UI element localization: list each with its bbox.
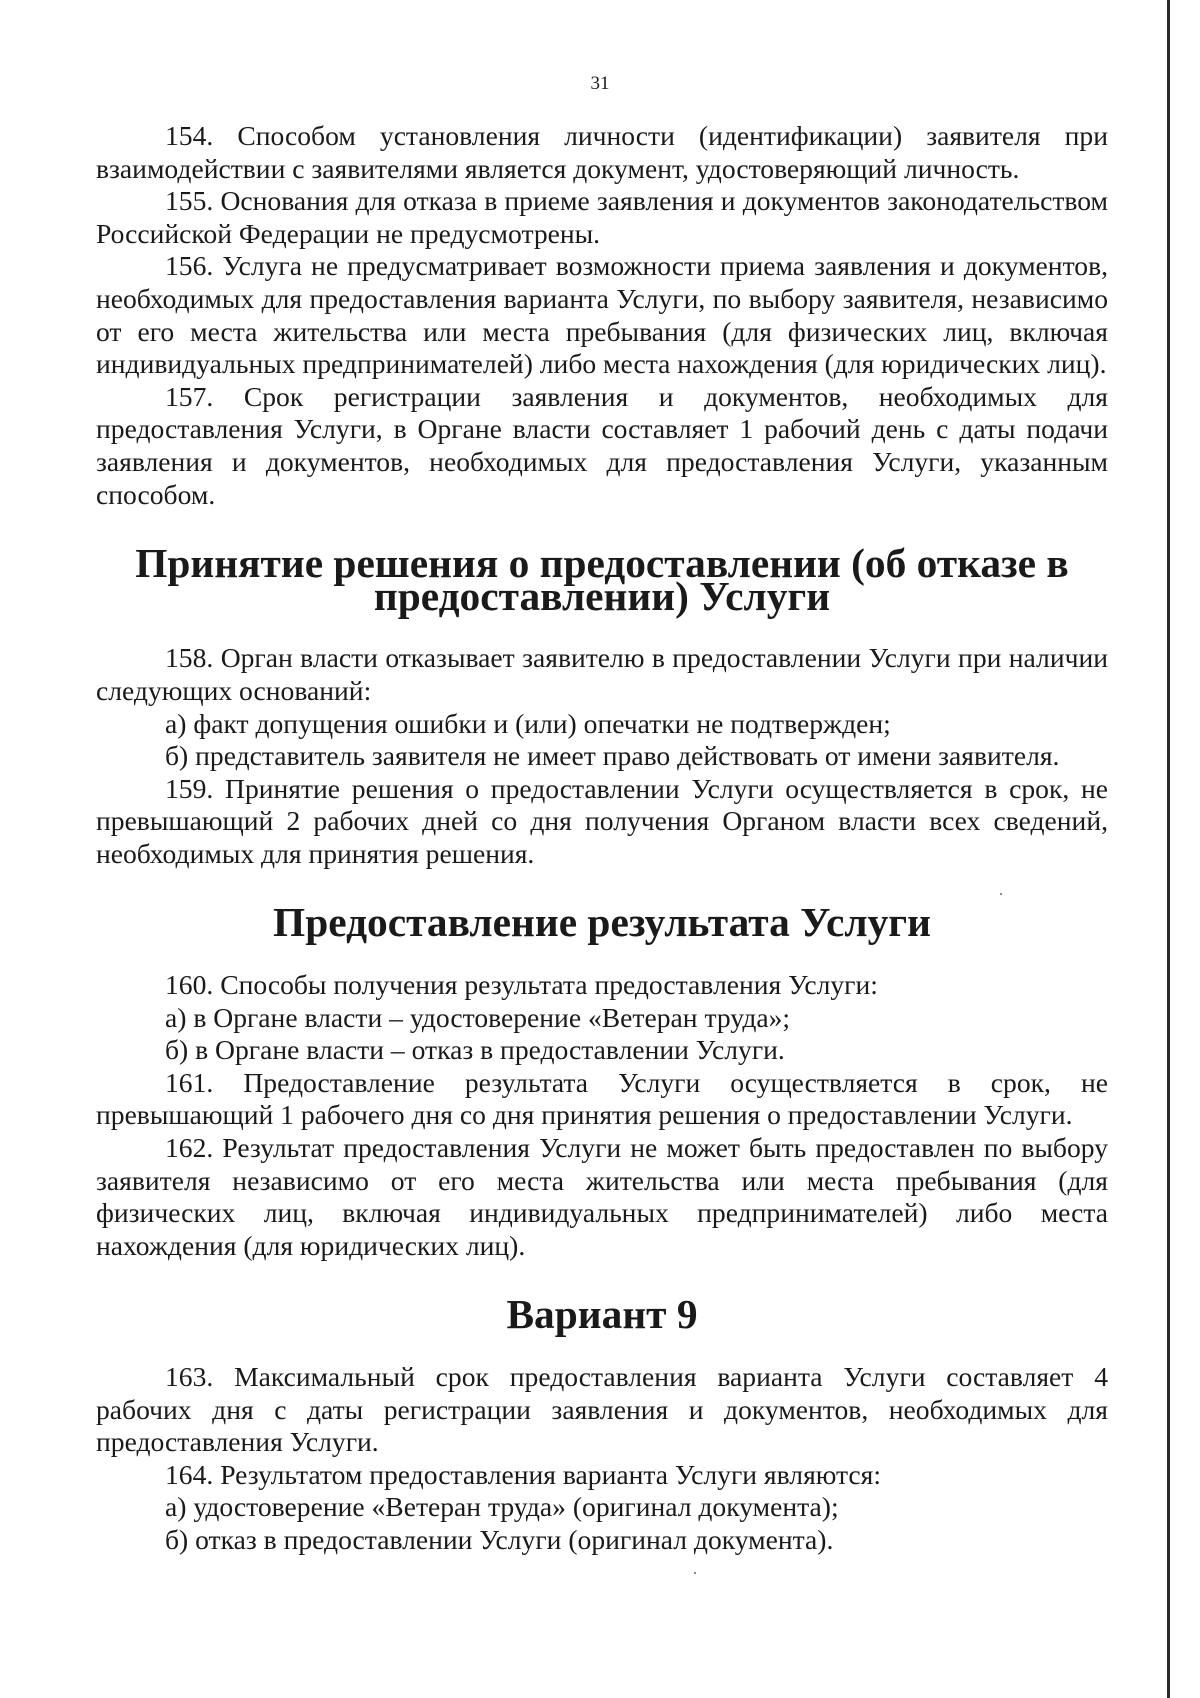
paragraph-163: 163. Максимальный срок предоставления варианта Услуги составляет 4 рабочих дня с даты регистрации заявления и документов, необходимых для предоставления Услуги. <box>96 1361 1108 1458</box>
paragraph-158: 158. Орган власти отказывает заявителю в предоставлении Услуги при наличии следующих оснований: <box>96 642 1108 706</box>
list-item-160a: а) в Органе власти – удостоверение «Ветеран труда»; <box>165 1001 791 1033</box>
paragraph-161: 161. Предоставление результата Услуги осуществляется в срок, не превышающий 1 рабочего дня со дня принятия решения о предоставлении Услуги. <box>96 1066 1108 1131</box>
scan-edge-line <box>1167 0 1170 1698</box>
list-item-158a: а) факт допущения ошибки и (или) опечатки не подтвержден; <box>165 707 891 739</box>
paragraph-157: 157. Срок регистрации заявления и документов, необходимых для предоставления Услуги, в Органе власти составляет 1 рабочий день с даты подачи заявления и документов, необходимых для предоставления Услуги, указанным способом. <box>96 380 1108 510</box>
document-body <box>96 120 1108 1557</box>
paragraph-156: 156. Услуга не предусматривает возможности приема заявления и документов, необходимых для предоставления варианта Услуги, по выбору заявителя, независимо от его места жительства или места пребывания (для физических лиц, включая индивидуальных предпринимателей) либо места нахождения (для юридических лиц). <box>96 250 1108 380</box>
paragraph-162: 162. Результат предоставления Услуги не может быть предоставлен по выбору заявителя независимо от его места жительства или места пребывания (для физических лиц, включая индивидуальных предпринимателей) либо места нахождения (для юридических лиц). <box>96 1132 1108 1261</box>
scan-speck <box>694 1572 696 1574</box>
paragraph-160: 160. Способы получения результата предоставления Услуги: <box>165 969 878 1001</box>
list-item-164b: б) отказ в предоставлении Услуги (оригинал документа). <box>165 1523 834 1555</box>
scan-speck <box>1000 893 1002 895</box>
section-heading-result: Предоставление результата Услуги <box>273 899 931 946</box>
page-number: 31 <box>590 73 610 94</box>
list-item-164a: а) удостоверение «Ветеран труда» (оригинал документа); <box>165 1491 839 1523</box>
section-heading-variant-9: Вариант 9 <box>506 1291 698 1338</box>
list-item-160b: б) в Органе власти – отказ в предоставлении Услуги. <box>165 1034 785 1066</box>
paragraph-154: 154. Способом установления личности (идентификации) заявителя при взаимодействии с заявителями является документ, удостоверяющий личность. <box>96 120 1108 184</box>
paragraph-155: 155. Основания для отказа в приеме заявления и документов законодательством Российской Федерации не предусмотрены. <box>96 185 1108 249</box>
list-item-158b: б) представитель заявителя не имеет право действовать от имени заявителя. <box>165 740 1060 772</box>
paragraph-164: 164. Результатом предоставления варианта Услуги являются: <box>165 1458 882 1490</box>
section-heading-decision: Принятие решения о предоставлении (об отказе в предоставлении) Услуги <box>135 540 1069 619</box>
paragraph-159: 159. Принятие решения о предоставлении Услуги осуществляется в срок, не превышающий 2 рабочих дней со дня получения Органом власти всех сведений, необходимых для принятия решения. <box>96 772 1108 869</box>
